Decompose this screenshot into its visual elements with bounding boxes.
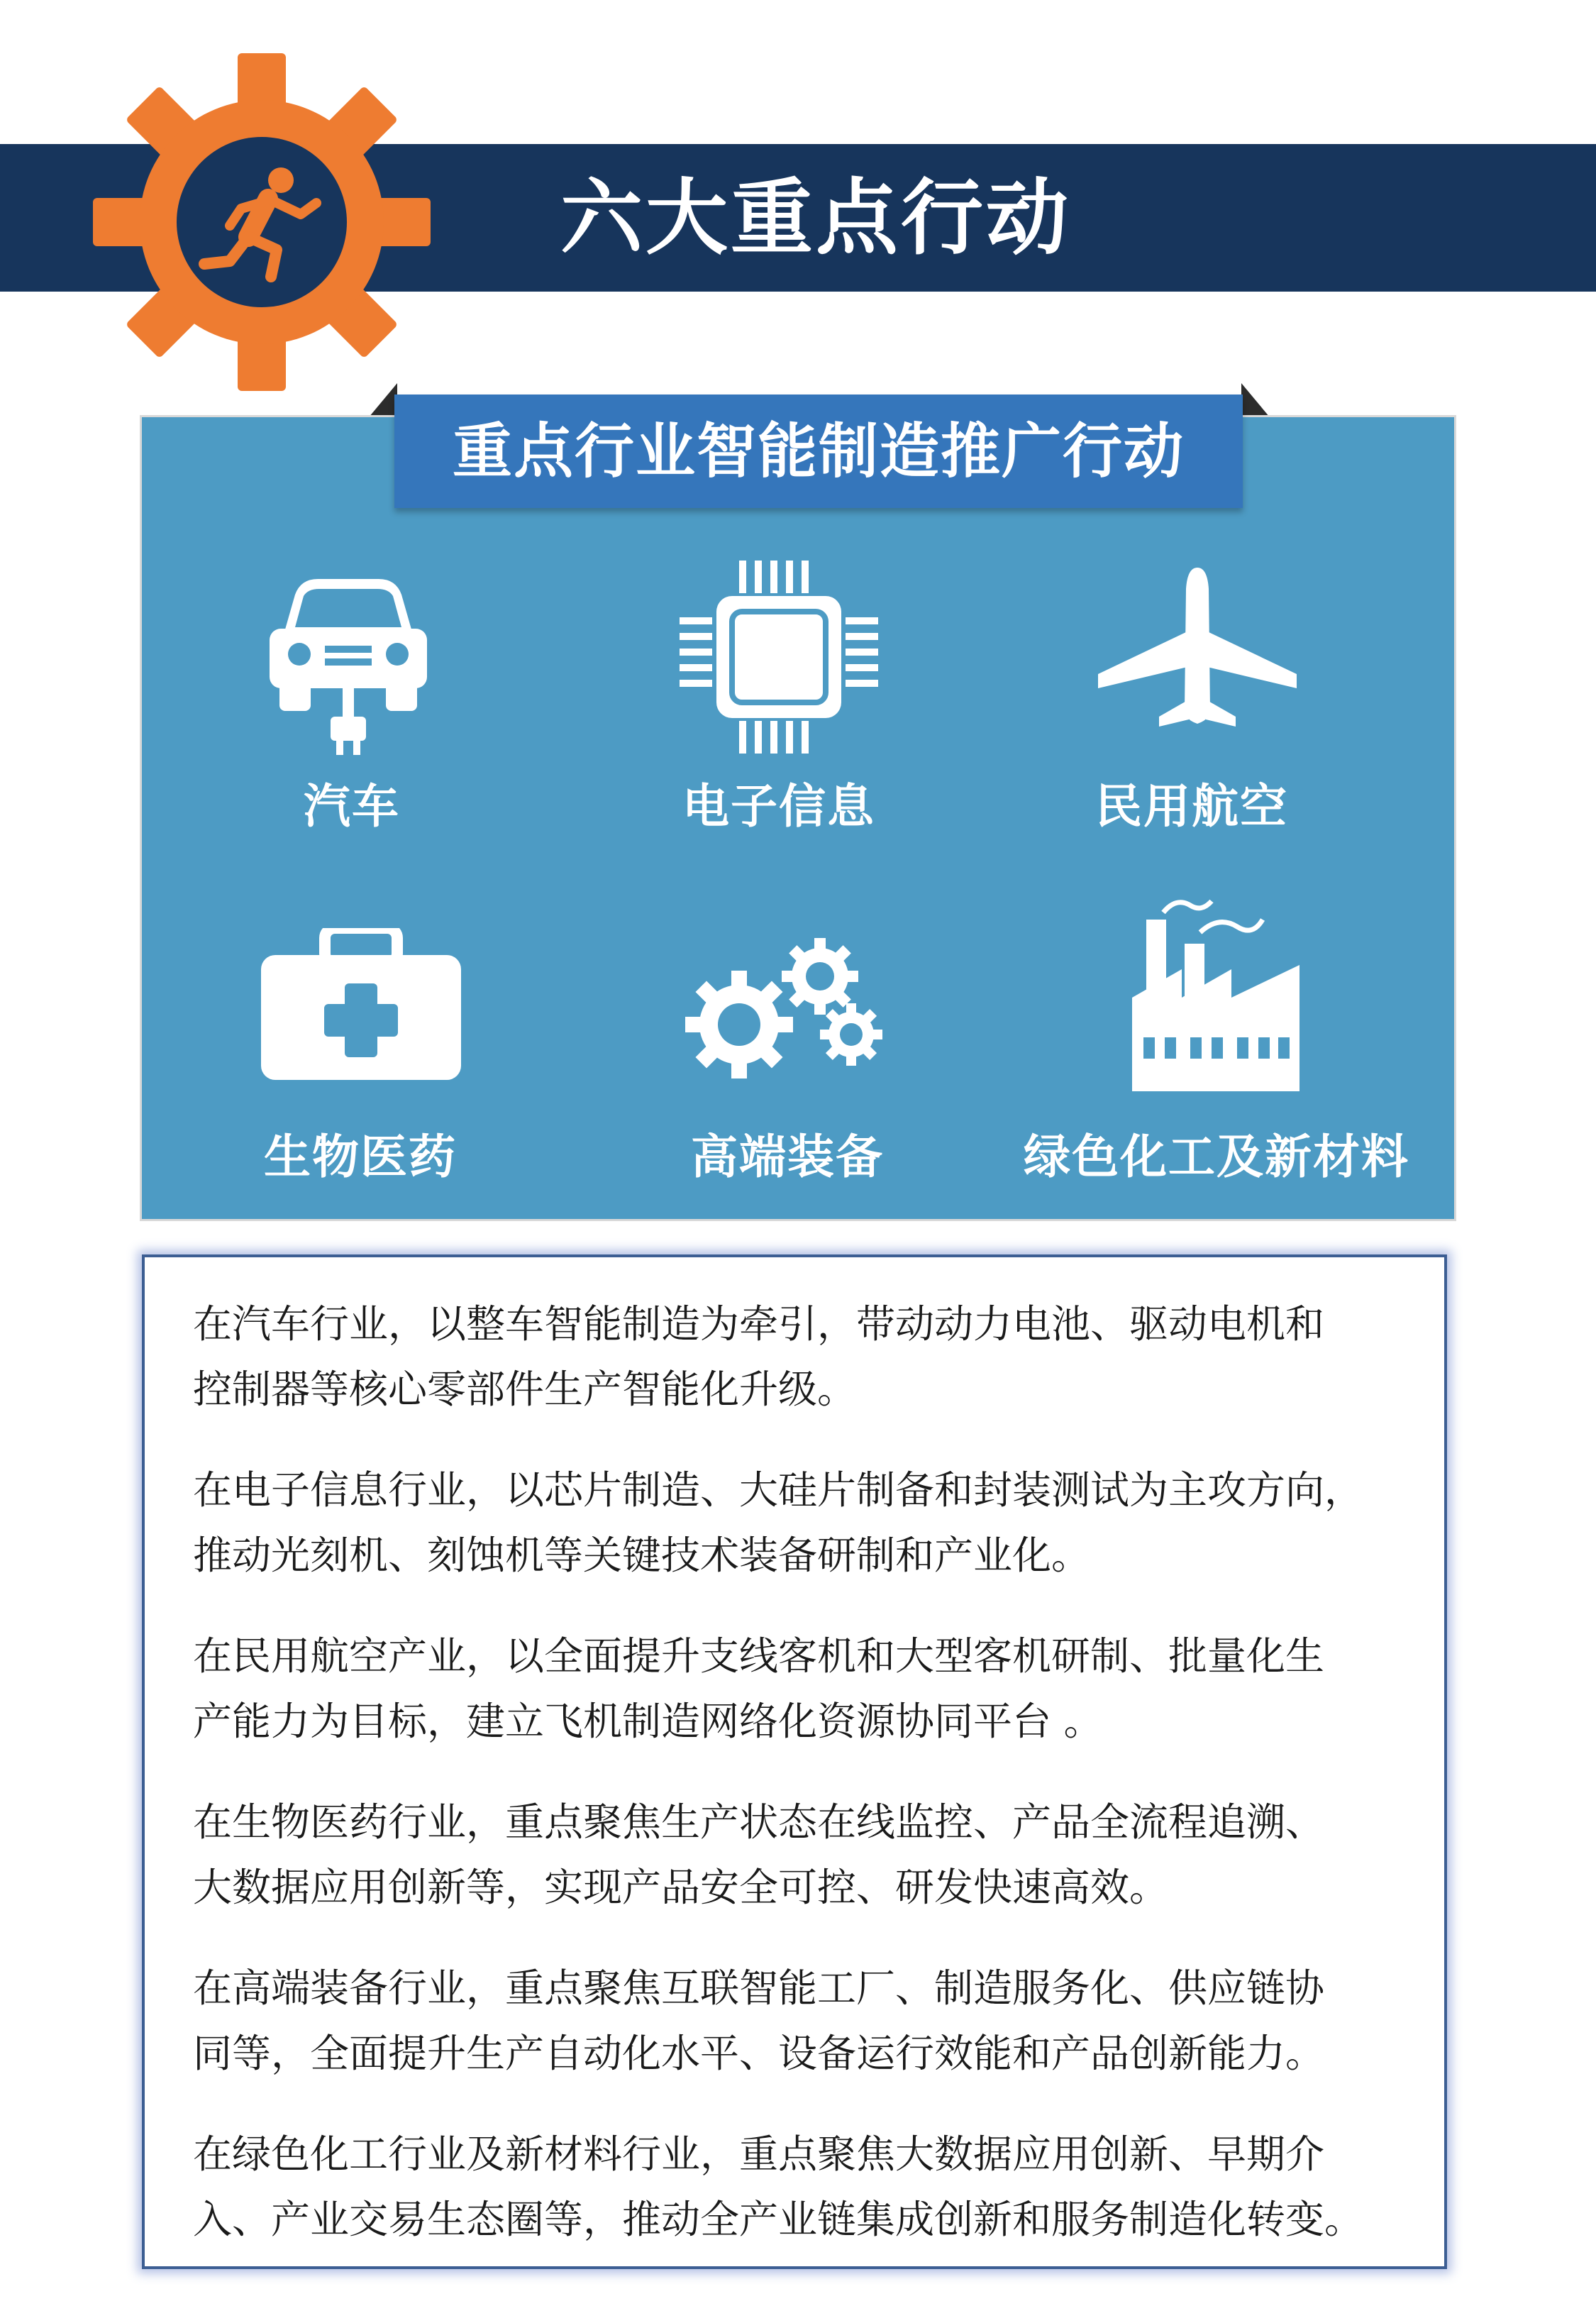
description-civil-aviation: 在民用航空产业，以全面提升支线客机和大型客机研制、批量化生 产能力为目标，建立飞机制造网络化资源协同平台 。	[193, 1633, 1325, 1744]
description-biomedicine: 在生物医药行业，重点聚焦生产状态在线监控、产品全流程追溯、 大数据应用创新等，实现产品安全可控、研发快速高效。	[193, 1799, 1325, 1910]
airplane-icon	[1098, 568, 1297, 731]
industry-label-biomedicine: 生物医药	[264, 1130, 457, 1184]
factory-icon	[1132, 891, 1299, 1091]
page-title: 六大重点行动	[560, 170, 1071, 266]
medical-kit-icon	[261, 928, 461, 1080]
chip-icon	[680, 561, 878, 754]
description-green-chemical-new-materials: 在绿色化工行业及新材料行业，重点聚焦大数据应用创新、早期介 入、产业交易生态圈等，推动全产业链集成创新和服务制造化转变。	[193, 2131, 1364, 2242]
running-person-in-gear-icon	[91, 51, 433, 393]
industry-label-civil-aviation: 民用航空	[1095, 779, 1288, 834]
industry-label-automotive: 汽车	[304, 779, 400, 834]
industry-label-high-end-equipment: 高端装备	[691, 1130, 884, 1184]
industry-label-green-chemical-new-materials: 绿色化工及新材料	[1024, 1130, 1409, 1184]
gears-icon	[684, 937, 887, 1078]
industry-label-electronics: 电子信息	[682, 779, 875, 834]
electric-car-icon	[267, 575, 430, 759]
description-electronics: 在电子信息行业，以芯片制造、大硅片制备和封装测试为主攻方向， 推动光刻机、刻蚀机等关键技术装备研制和产业化。	[193, 1467, 1364, 1578]
panel-title: 重点行业智能制造推广行动	[452, 416, 1185, 486]
description-automotive: 在汽车行业，以整车智能制造为牵引，带动动力电池、驱动电机和 控制器等核心零部件生产智能化升级。	[193, 1301, 1325, 1412]
description-high-end-equipment: 在高端装备行业，重点聚焦互联智能工厂、制造服务化、供应链协 同等，全面提升生产自动化水平、设备运行效能和产品创新能力。	[193, 1965, 1325, 2076]
